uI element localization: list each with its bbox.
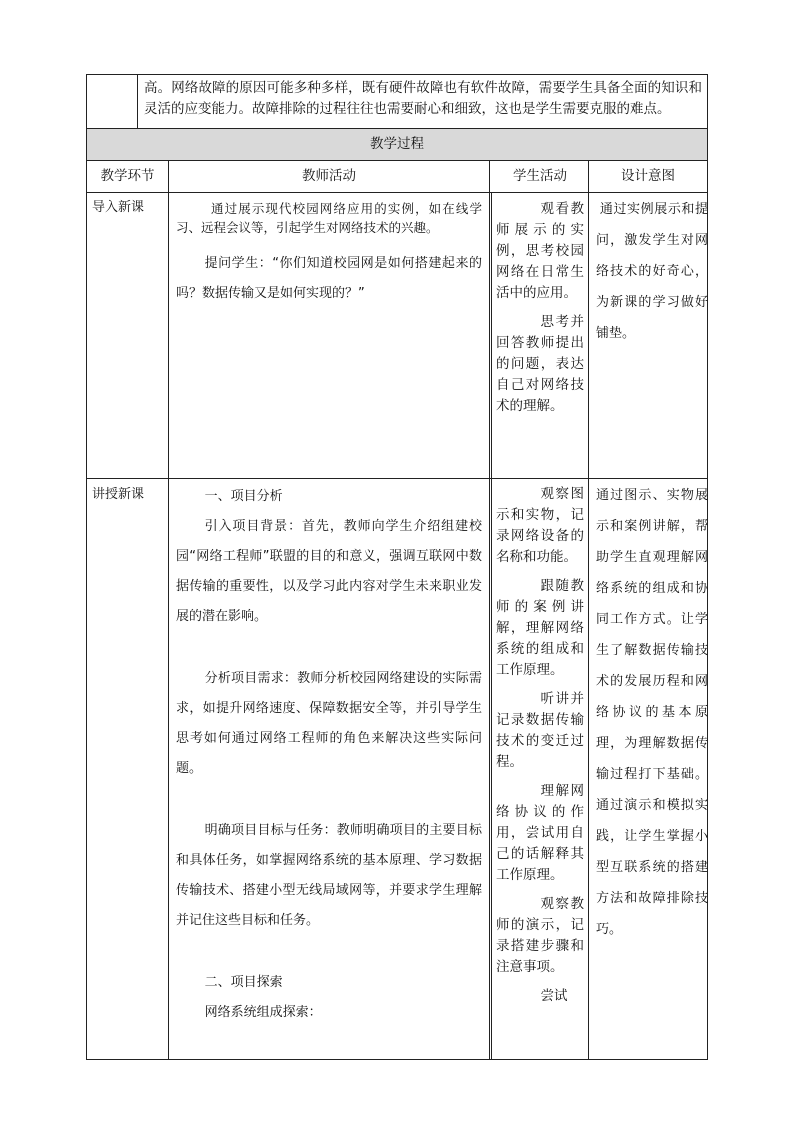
teacher-heading: 二、项目探索	[204, 975, 283, 990]
col-divider-double	[491, 478, 492, 1059]
student-paragraph: 观看教师展示的实例，思考校园网络在日常生活中的应用。	[496, 201, 584, 301]
teacher-paragraph: 通过展示现代校园网络应用的实例，如在线学习、远程会议等，引起学生对网络技术的兴趣。	[176, 201, 482, 235]
student-paragraph: 跟随教师的案例讲解，理解网络系统的组成和工作原理。	[496, 578, 584, 678]
teacher-paragraph: 提问学生：“你们知道校园网是如何搭建起来的吗？数据传输又是如何实现的？”	[176, 256, 482, 301]
design-intro: 通过实例展示和提问，激发学生对网络技术的好奇心，为新课的学习做好铺垫。	[596, 202, 708, 341]
student-paragraph: 观察图示和实物，记录网络设备的名称和功能。	[496, 486, 584, 565]
header-design: 设计意图	[621, 168, 675, 184]
design-teaching: 通过图示、实物展示和案例讲解，帮助学生直观理解网络系统的组成和协同工作方式。让学生了解数据传输技术的发展历程和网络协议的基本原理，为理解数据传输过程打下基础。通过演示和模拟实践，让学生掌握小型互联系统的搭建方法和故障排除技巧。	[596, 488, 708, 937]
header-student: 学生活动	[513, 168, 567, 184]
student-paragraph: 思考并回答教师提出的问题，表达自己对网络技术的理解。	[496, 314, 584, 414]
stage-teaching: 讲授新课	[92, 487, 145, 502]
section-title: 教学过程	[87, 129, 707, 160]
col-divider	[168, 160, 169, 1060]
table-border-left	[86, 74, 87, 1060]
student-paragraph: 观察教师的演示，记录搭建步骤和注意事项。	[496, 896, 584, 975]
student-activity-teaching	[496, 484, 584, 1058]
continued-paragraph: 高。网络故障的原因可能多种多样，既有硬件故障也有软件故障，需要学生具备全面的知识和灵活的应变能力。故障排除的过程往往也需要耐心和细致，这也是学生需要克服的难点。	[144, 80, 702, 117]
col-divider	[489, 160, 490, 1060]
student-paragraph: 理解网络协议的作用，尝试用自己的话解释其工作原理。	[496, 783, 584, 883]
col-divider	[137, 74, 138, 128]
table-border-top	[86, 74, 708, 75]
teacher-heading: 一、项目分析	[204, 489, 283, 504]
teacher-paragraph: 明确项目目标与任务：教师明确项目的主要目标和具体任务，如掌握网络系统的基本原理、学习数据传输技术、搭建小型无线局域网等，并要求学生理解并记住这些目标和任务。	[176, 823, 482, 928]
lesson-plan-table	[86, 74, 708, 1060]
teacher-paragraph: 网络系统组成探索：	[204, 1005, 322, 1020]
row-divider	[86, 192, 708, 193]
teacher-paragraph: 分析项目需求：教师分析校园网络建设的实际需求，如提升网络速度、保障数据安全等，并引导学生思考如何通过网络工程师的角色来解决这些实际问题。	[176, 671, 482, 776]
teacher-activity-intro	[176, 199, 482, 309]
col-divider	[588, 160, 589, 1060]
stage-intro: 导入新课	[92, 200, 145, 215]
student-paragraph: 听讲并记录数据传输技术的变迁过程。	[496, 691, 584, 770]
table-border-bottom	[86, 1059, 708, 1060]
header-teacher: 教师活动	[302, 168, 356, 184]
student-paragraph: 尝试	[540, 988, 568, 1004]
col-divider-double	[491, 192, 492, 478]
header-stage: 教学环节	[100, 168, 155, 184]
teacher-paragraph: 引入项目背景：首先，教师向学生介绍组建校园“网络工程师”联盟的目的和意义，强调互联网中数据传输的重要性，以及学习此内容对学生未来职业发展的潜在影响。	[176, 519, 482, 624]
teacher-activity-teaching	[176, 482, 482, 1028]
student-activity-intro	[496, 199, 584, 417]
row-divider	[86, 478, 708, 479]
